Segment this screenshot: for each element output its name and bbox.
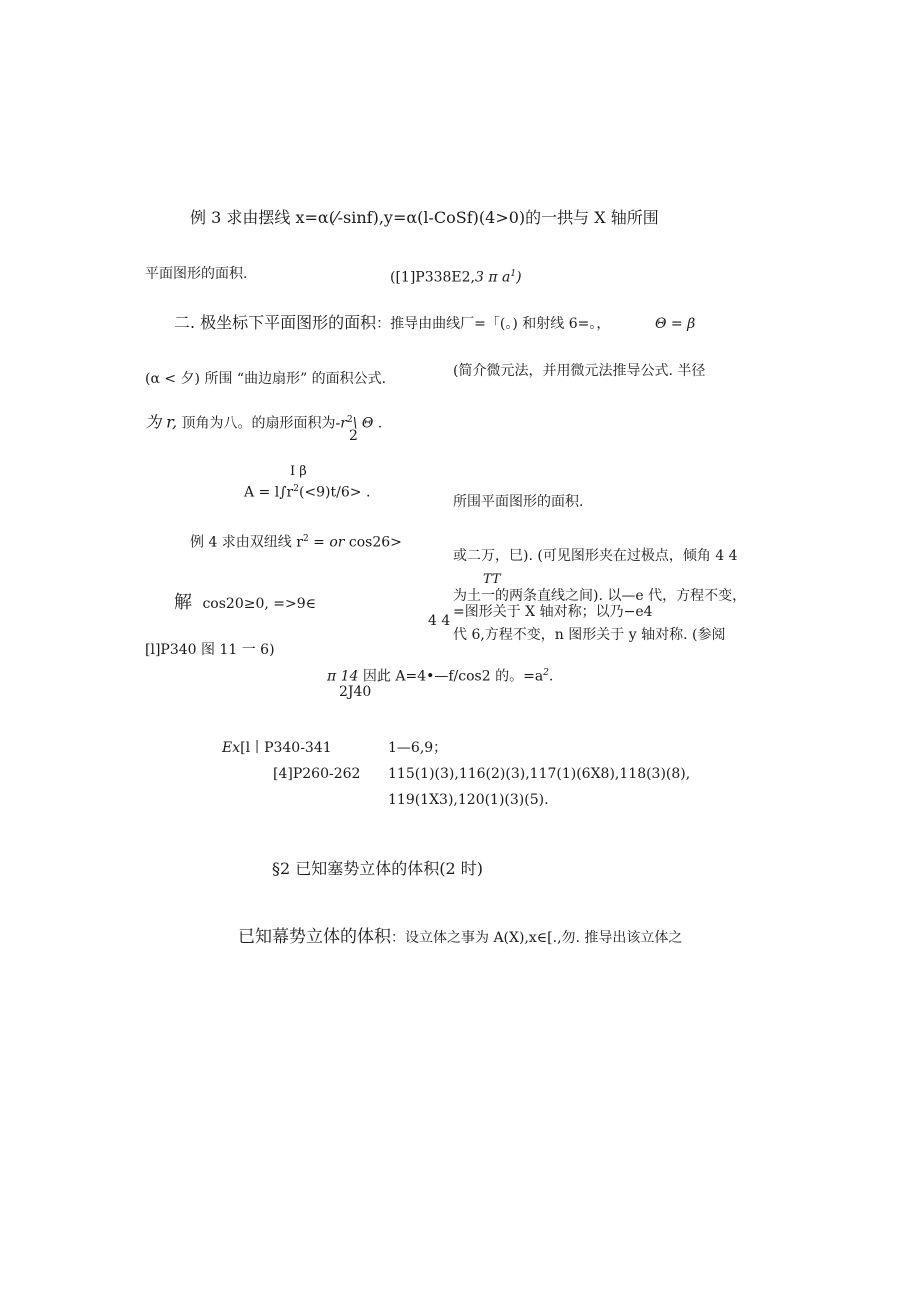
example-3-label: 例 [190,208,207,227]
exercise-answers-1: 1—6,9； [388,740,448,756]
example-3-text: 3 求由摆线 x=α(⁄-sinf),y=α(l-CoSf)(4>0)的一拱与 X 轴所围 [211,208,659,227]
solution-line: 解 cos20≥0, =>9∈ [174,592,316,613]
exercise-answers-2a: 115(1)(3),116(2)(3),117(1)(6X8),118(3)(8), [388,766,691,782]
exercise-answers-2b: 119(1X3),120(1)(3)(5). [388,792,549,808]
result-denominator: 2J40 [339,684,372,700]
section-polar-heading [174,314,610,333]
example-3-line-1 [190,209,659,227]
section-polar-title: 二. 极坐标下平面图形的面积 [174,313,377,332]
solution-label: 解 [174,592,192,613]
example-4-four-four: 4 4 [428,613,451,629]
example-4-note-2: 为土一的两条直线之间). 以—e 代，方程不变， [453,588,747,604]
example-4-note-1: 或二万，巳). (可见图形夹在过极点，倾角 4 4 [453,548,738,564]
exercise-ref-2: [4]P260-262 [273,766,361,782]
section-2-body [238,928,682,947]
example-4-note-4: 代 6,方程不变，n 图形关于 y 轴对称. (参阅 [453,627,726,643]
example-4-note-3: =图形关于 X 轴对称；以乃−e4 [453,604,653,620]
section-polar-text: ：推导由曲线厂=「(。) 和射线 6=。， [376,316,611,332]
sector-area-line: 为 r, 顶角为八。的扇形面积为$-r^2\backslash$ Θ . [145,412,383,432]
microelement-note: (简介微元法，并用微元法推导公式. 半径 [453,363,706,379]
sector-area-denominator: 2 [349,428,358,444]
area-formula: $A = l\int r^2(<9)t∕6>$ . [244,484,371,501]
example-3-line-2: 平面图形的面积. [145,266,248,282]
figure-reference: [l]P340 图 11 一 6) [145,642,275,658]
integral-upper-limit: I β [290,464,307,479]
section-2-bold: 已知幕势立体的体积 [238,927,391,947]
example-4-line: 例 4 求由双纽线 $r^2$ = or cos26> [190,534,402,551]
exercise-ref-1: Ex[l丨P340-341 [222,740,332,756]
enclosed-area-text: 所围平面图形的面积. [453,494,584,510]
example-4-tt: TT [483,572,501,587]
section-2-title: §2 已知塞势立体的体积(2 时) [272,859,484,878]
example-3-reference: ([1]P338E2,3 π $a^1$) [390,269,522,286]
theta-equals-beta: Θ = β [655,316,696,332]
section-2-text: ：设立体之事为 A(X),x∈[.,勿. 推导出该立体之 [391,930,683,946]
sector-formula-line: (α < 夕) 所围 “曲边扇形” 的面积公式. [145,371,387,387]
result-line: π 14 因此 A=4•—f/cos2 的。$=a^2$. [327,668,554,685]
